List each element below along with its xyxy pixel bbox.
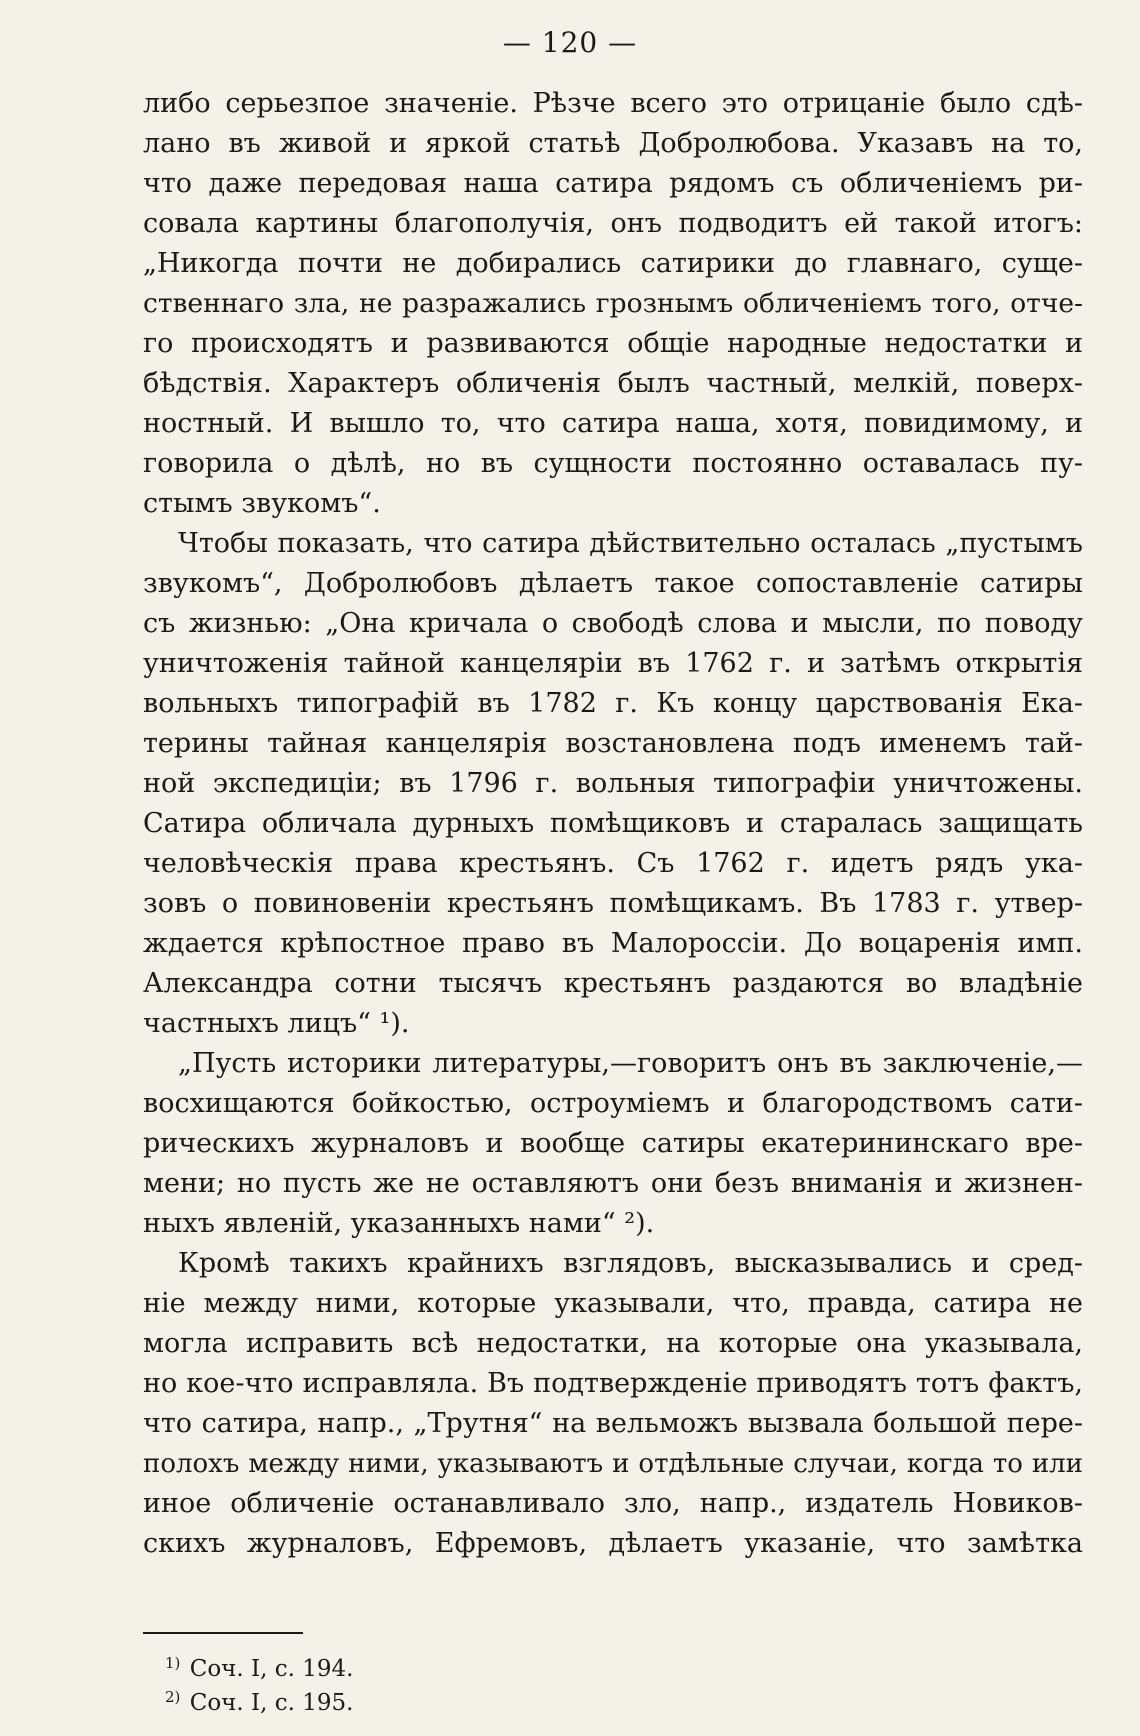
text-line: стымъ звукомъ“.: [143, 488, 381, 519]
text-line: звукомъ“, Добролюбовъ дѣлаетъ такое сопоставленіе сатиры: [143, 568, 1083, 599]
body-text: [143, 84, 1083, 1564]
text-line: лано въ живой и яркой статьѣ Добролюбова. Указавъ на то,: [143, 128, 1083, 159]
text-line: рическихъ журналовъ и вообще сатиры екатерининскаго вре-: [143, 1128, 1083, 1159]
footnote-marker: 2): [165, 1688, 181, 1706]
text-line: либо серьезпое значеніе. Рѣзче всего это отрицаніе было сдѣ-: [143, 88, 1083, 119]
footnote: [165, 1646, 353, 1680]
text-line: ственнаго зла, не разражались грознымъ обличеніемъ того, отче-: [143, 288, 1083, 319]
text-line: что даже передовая наша сатира рядомъ съ обличеніемъ ри-: [143, 168, 1083, 199]
text-line: бѣдствія. Характеръ обличенія былъ частный, мелкій, поверх-: [143, 368, 1083, 399]
text-line: скихъ журналовъ, Ефремовъ, дѣлаетъ указаніе, что замѣтка: [143, 1528, 1083, 1559]
text-line: мени; но пусть же не оставляютъ они безъ вниманія и жизнен-: [143, 1168, 1083, 1199]
text-line: совала картины благополучія, онъ подводитъ ей такой итогъ:: [143, 208, 1083, 239]
text-line: ныхъ явленій, указанныхъ нами“ ²).: [143, 1208, 655, 1239]
text-line: полохъ между ними, указываютъ и отдѣльные случаи, когда то или: [143, 1449, 1083, 1479]
text-line: частныхъ лицъ“ ¹).: [143, 1008, 410, 1039]
text-line: Кромѣ такихъ крайнихъ взглядовъ, высказывались и сред-: [178, 1248, 1083, 1279]
text-line: вольныхъ типографій въ 1782 г. Къ концу царствованія Ека-: [143, 688, 1083, 719]
text-line: восхищаются бойкостью, остроуміемъ и благородствомъ сати-: [143, 1088, 1083, 1119]
footnote-marker: 1): [165, 1654, 181, 1672]
text-line: съ жизнью: „Она кричала о свободѣ слова и мысли, по поводу: [143, 608, 1083, 639]
text-line: ніе между ними, которые указывали, что, правда, сатира не: [143, 1288, 1083, 1319]
text-line: Александра сотни тысячъ крестьянъ раздаются во владѣніе: [143, 968, 1083, 999]
text-line: но кое-что исправляла. Въ подтвержденіе приводятъ тотъ фактъ,: [143, 1368, 1083, 1399]
text-line: зовъ о повиновеніи крестьянъ помѣщикамъ. Въ 1783 г. утвер-: [143, 888, 1083, 919]
text-line: уничтоженія тайной канцеляріи въ 1762 г. и затѣмъ открытія: [143, 648, 1083, 679]
page-number: — 120 —: [502, 26, 638, 59]
text-line: го происходятъ и развиваются общіе народные недостатки и: [143, 328, 1083, 359]
text-line: могла исправить всѣ недостатки, на которые она указывала,: [143, 1328, 1083, 1359]
text-line: Чтобы показать, что сатира дѣйствительно осталась „пустымъ: [178, 528, 1083, 559]
text-line: ной экспедиціи; въ 1796 г. вольныя типографіи уничтожены.: [143, 768, 1083, 799]
text-line: говорила о дѣлѣ, но въ сущности постоянно оставалась пу-: [143, 448, 1083, 479]
text-line: иное обличеніе останавливало зло, напр., издатель Новиков-: [143, 1488, 1083, 1519]
text-line: терины тайная канцелярія возстановлена подъ именемъ тай-: [143, 728, 1083, 759]
text-line: ждается крѣпостное право въ Малороссіи. До воцаренія имп.: [143, 928, 1083, 959]
footnote: [165, 1680, 353, 1714]
text-line: Сатира обличала дурныхъ помѣщиковъ и старалась защищать: [143, 808, 1083, 839]
text-line: ностный. И вышло то, что сатира наша, хотя, повидимому, и: [143, 408, 1083, 439]
footnotes: [165, 1646, 353, 1714]
footnote-divider: [143, 1632, 303, 1634]
footnote-text: Соч. I, с. 195.: [189, 1690, 354, 1716]
text-line: „Пусть историки литературы,—говоритъ онъ въ заключеніе,—: [178, 1048, 1083, 1079]
text-line: человѣческія права крестьянъ. Съ 1762 г. идетъ рядъ ука-: [143, 848, 1083, 879]
text-line: „Никогда почти не добирались сатирики до главнаго, суще-: [143, 248, 1083, 279]
footnote-text: Соч. I, с. 194.: [189, 1656, 354, 1682]
text-line: что сатира, напр., „Трутня“ на вельможъ вызвала большой пере-: [143, 1408, 1083, 1439]
